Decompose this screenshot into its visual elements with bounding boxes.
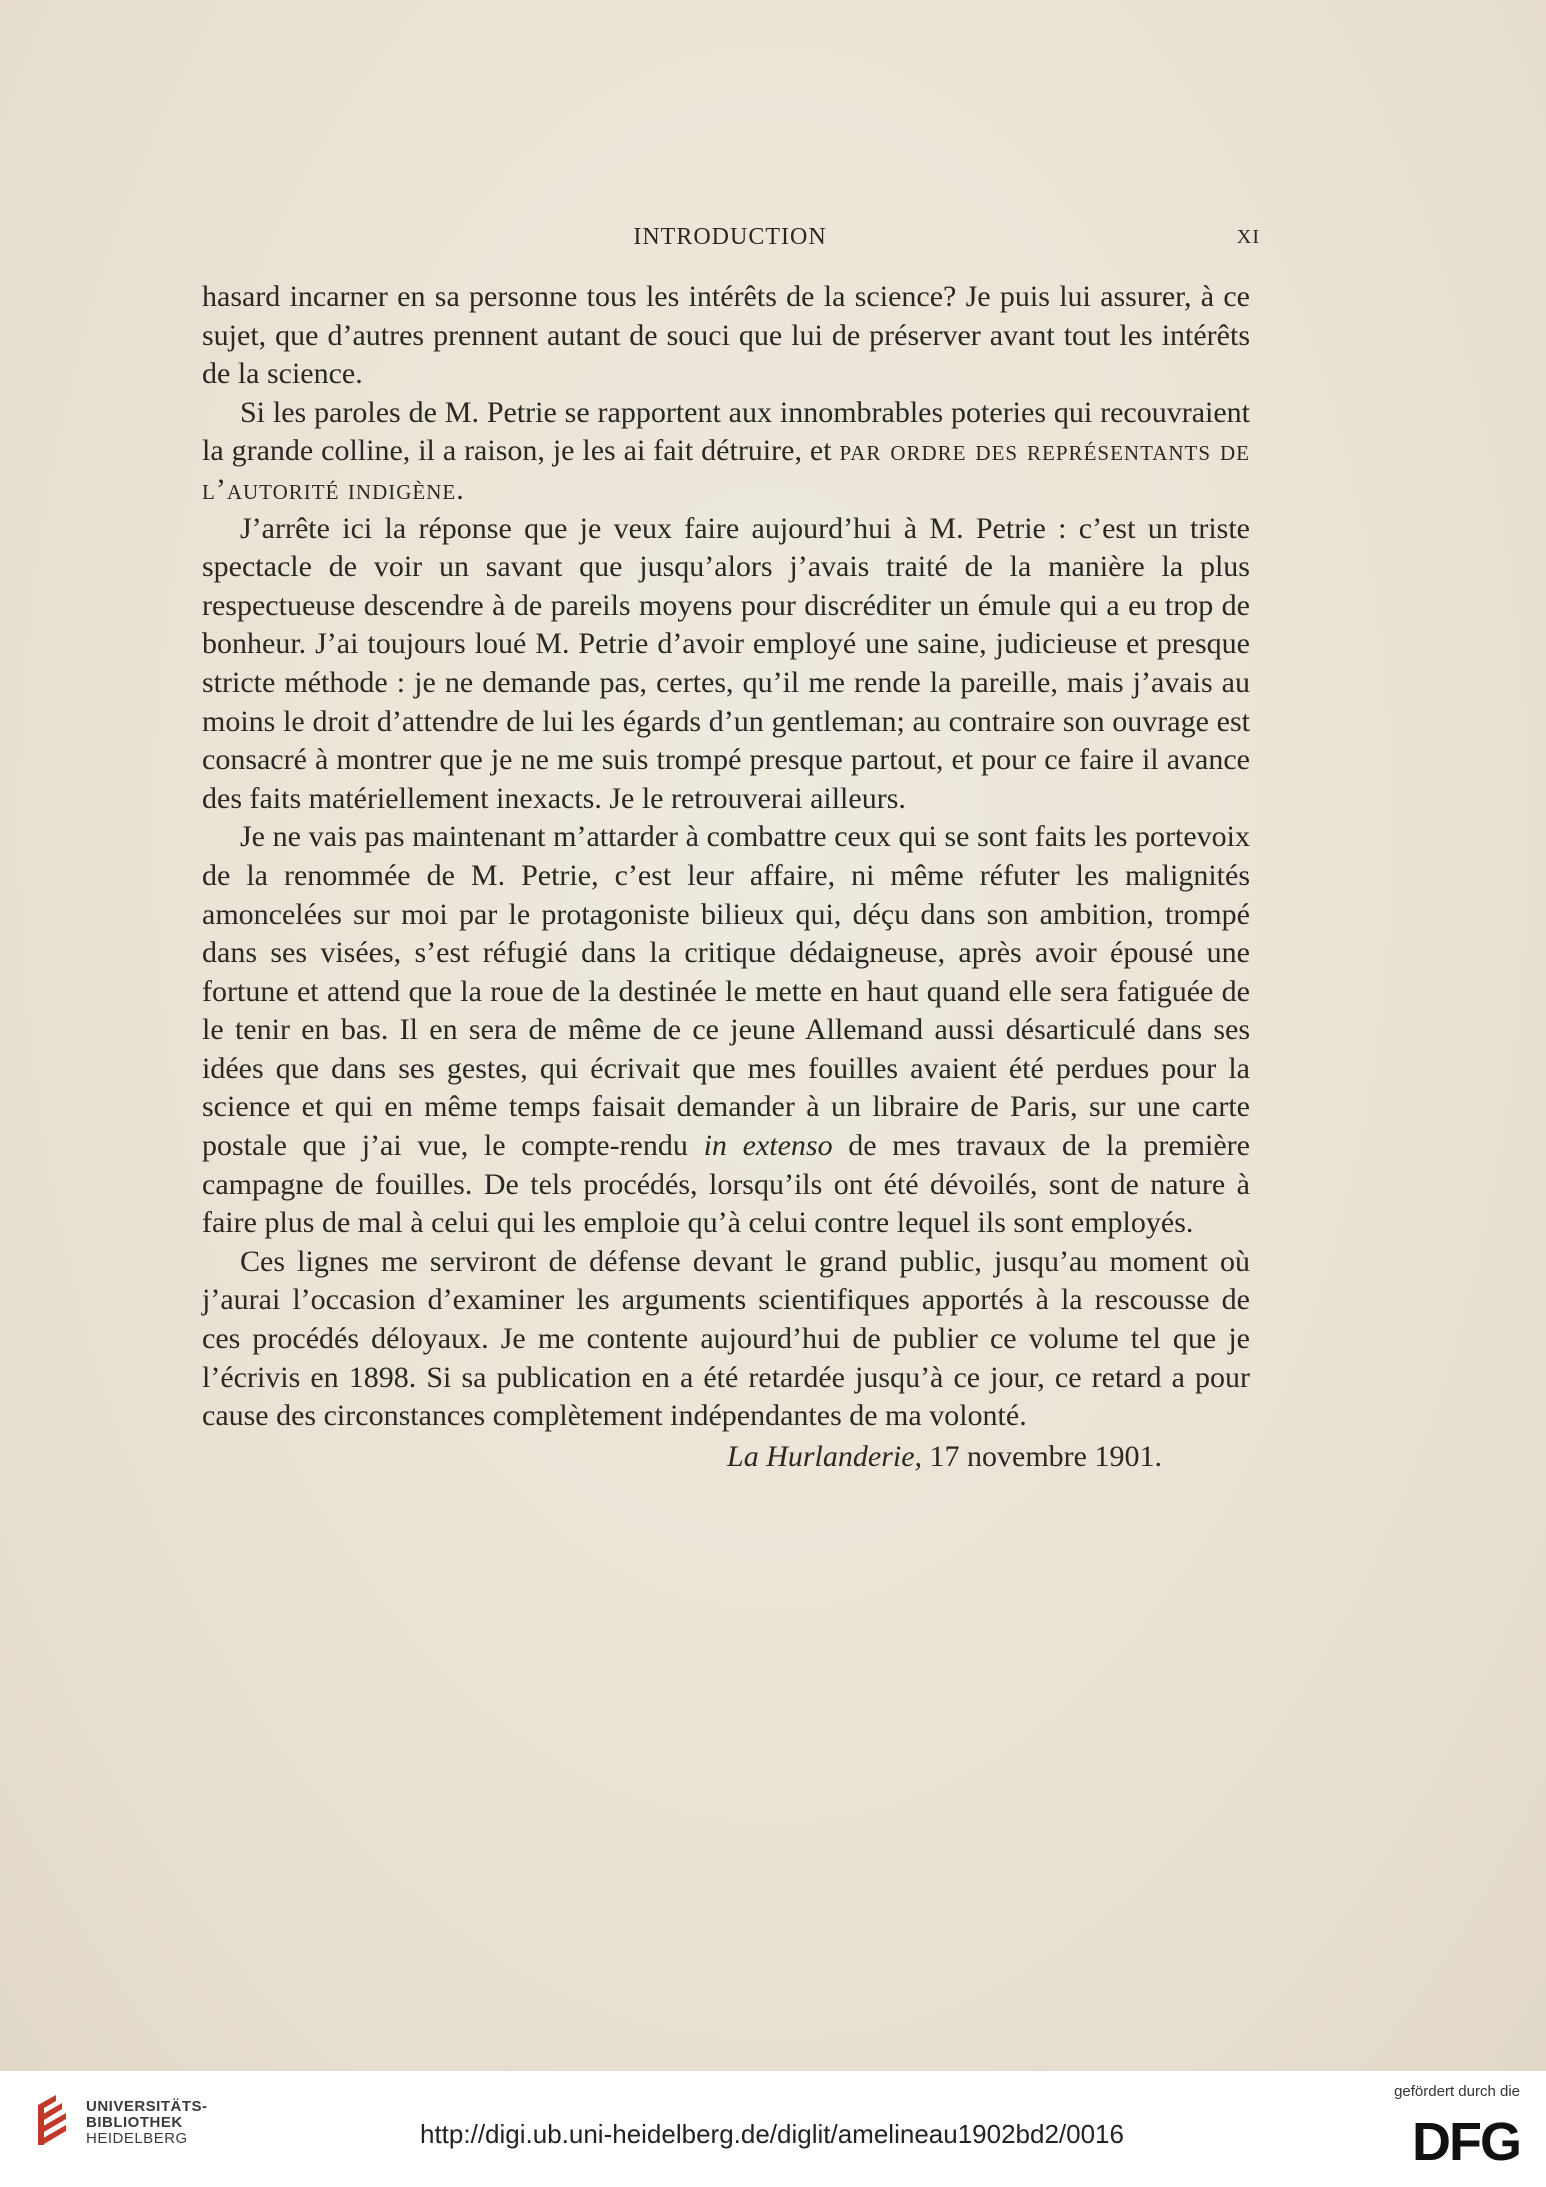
paragraph-5: Ces lignes me serviront de défense devant le grand public, jusqu’au moment où j’aurai l’occasion d’examiner les arguments scientifiques apportés à la rescousse de ces procédés déloyaux. Je me contente aujourd’hui de publier ce volume tel que je l’écrivis en 1898. Si sa publication en a été retardée jusqu’à ce jour, ce retard a pour cause des circonstances complètement indépendantes de ma volonté. bbox=[202, 1244, 1250, 1433]
library-name bbox=[86, 2099, 208, 2147]
paragraph-4 bbox=[202, 818, 1250, 1243]
paragraph-2 bbox=[202, 394, 1250, 510]
paragraph-2-smallcaps: par ordre des représentants de l’autorité indigène. bbox=[202, 434, 1250, 506]
signature-date: 17 novembre 1901. bbox=[922, 1439, 1162, 1473]
paragraph-4-italic: in extenso bbox=[703, 1129, 833, 1163]
library-name-line-3: HEIDELBERG bbox=[86, 2130, 188, 2147]
funding-note: gefördert durch die bbox=[1394, 2083, 1520, 2100]
digitization-footer bbox=[0, 2070, 1546, 2187]
running-title: INTRODUCTION bbox=[633, 224, 827, 250]
dfg-logo: DFG bbox=[1412, 2112, 1520, 2172]
paragraph-1: hasard incarner en sa personne tous les intérêts de la science? Je puis lui assurer, à ce sujet, que d’autres prennent autant de souci que lui de préserver avant tout les intérêts de la science. bbox=[202, 280, 1250, 391]
text-block bbox=[202, 278, 1250, 1476]
library-logo-icon bbox=[34, 2091, 70, 2151]
signature bbox=[202, 1438, 1250, 1477]
paragraph-2-text: Si les paroles de M. Petrie se rapportent aux innombrables poteries qui recouvraient la grande colline, il a raison, je les ai fait détruire, et bbox=[202, 395, 1250, 468]
signature-place: La Hurlanderie, bbox=[727, 1439, 923, 1473]
source-url[interactable]: http://digi.ub.uni-heidelberg.de/diglit/amelineau1902bd2/0016 bbox=[420, 2119, 1124, 2149]
library-name-line-2: BIBLIOTHEK bbox=[86, 2114, 183, 2131]
library-name-line-1: UNIVERSITÄTS- bbox=[86, 2098, 208, 2115]
paragraph-3: J’arrête ici la réponse que je veux faire aujourd’hui à M. Petrie : c’est un triste spectacle de voir un savant que jusqu’alors j’avais traité de la manière la plus respectueuse descendre à de pareils moyens pour discréditer un émule qui a eu trop de bonheur. J’ai toujours loué M. Petrie d’avoir employé une saine, judicieuse et presque stricte méthode : je ne demande pas, certes, qu’il me rende la pareille, mais j’avais au moins le droit d’attendre de lui les égards d’un gentleman; au contraire son ouvrage est consacré à montrer que je ne me suis trompé presque partout, et pour ce faire il avance des faits matériellement inexacts. Je le retrouverai ailleurs. bbox=[202, 511, 1250, 815]
running-head bbox=[200, 224, 1260, 264]
paragraph-4-after: de mes travaux de la première campagne de fouilles. De tels procédés, lorsqu’ils ont été dévoilés, sont de nature à faire plus de mal à celui qui les emploie qu’à celui contre lequel ils sont employés. bbox=[202, 1129, 1250, 1240]
page-number: XI bbox=[1236, 226, 1260, 248]
paragraph-4-before: Je ne vais pas maintenant m’attarder à combattre ceux qui se sont faits les portevoix de la renommée de M. Petrie, c’est leur affaire, ni même réfuter les malignités amoncelées sur moi par le protagoniste bilieux qui, déçu dans son ambition, trompé dans ses visées, s’est réfugié dans la critique dédaigneuse, après avoir épousé une fortune et attend que la roue de la destinée le mette en haut quand elle sera fatiguée de le tenir en bas. Il en sera de même de ce jeune Allemand aussi désarticulé dans ses idées que dans ses gestes, qui écrivait que mes fouilles avaient été perdues pour la science et qui en même temps faisait demander à un libraire de Paris, sur une carte postale que j’ai vue, le compte-rendu bbox=[202, 820, 1250, 1163]
